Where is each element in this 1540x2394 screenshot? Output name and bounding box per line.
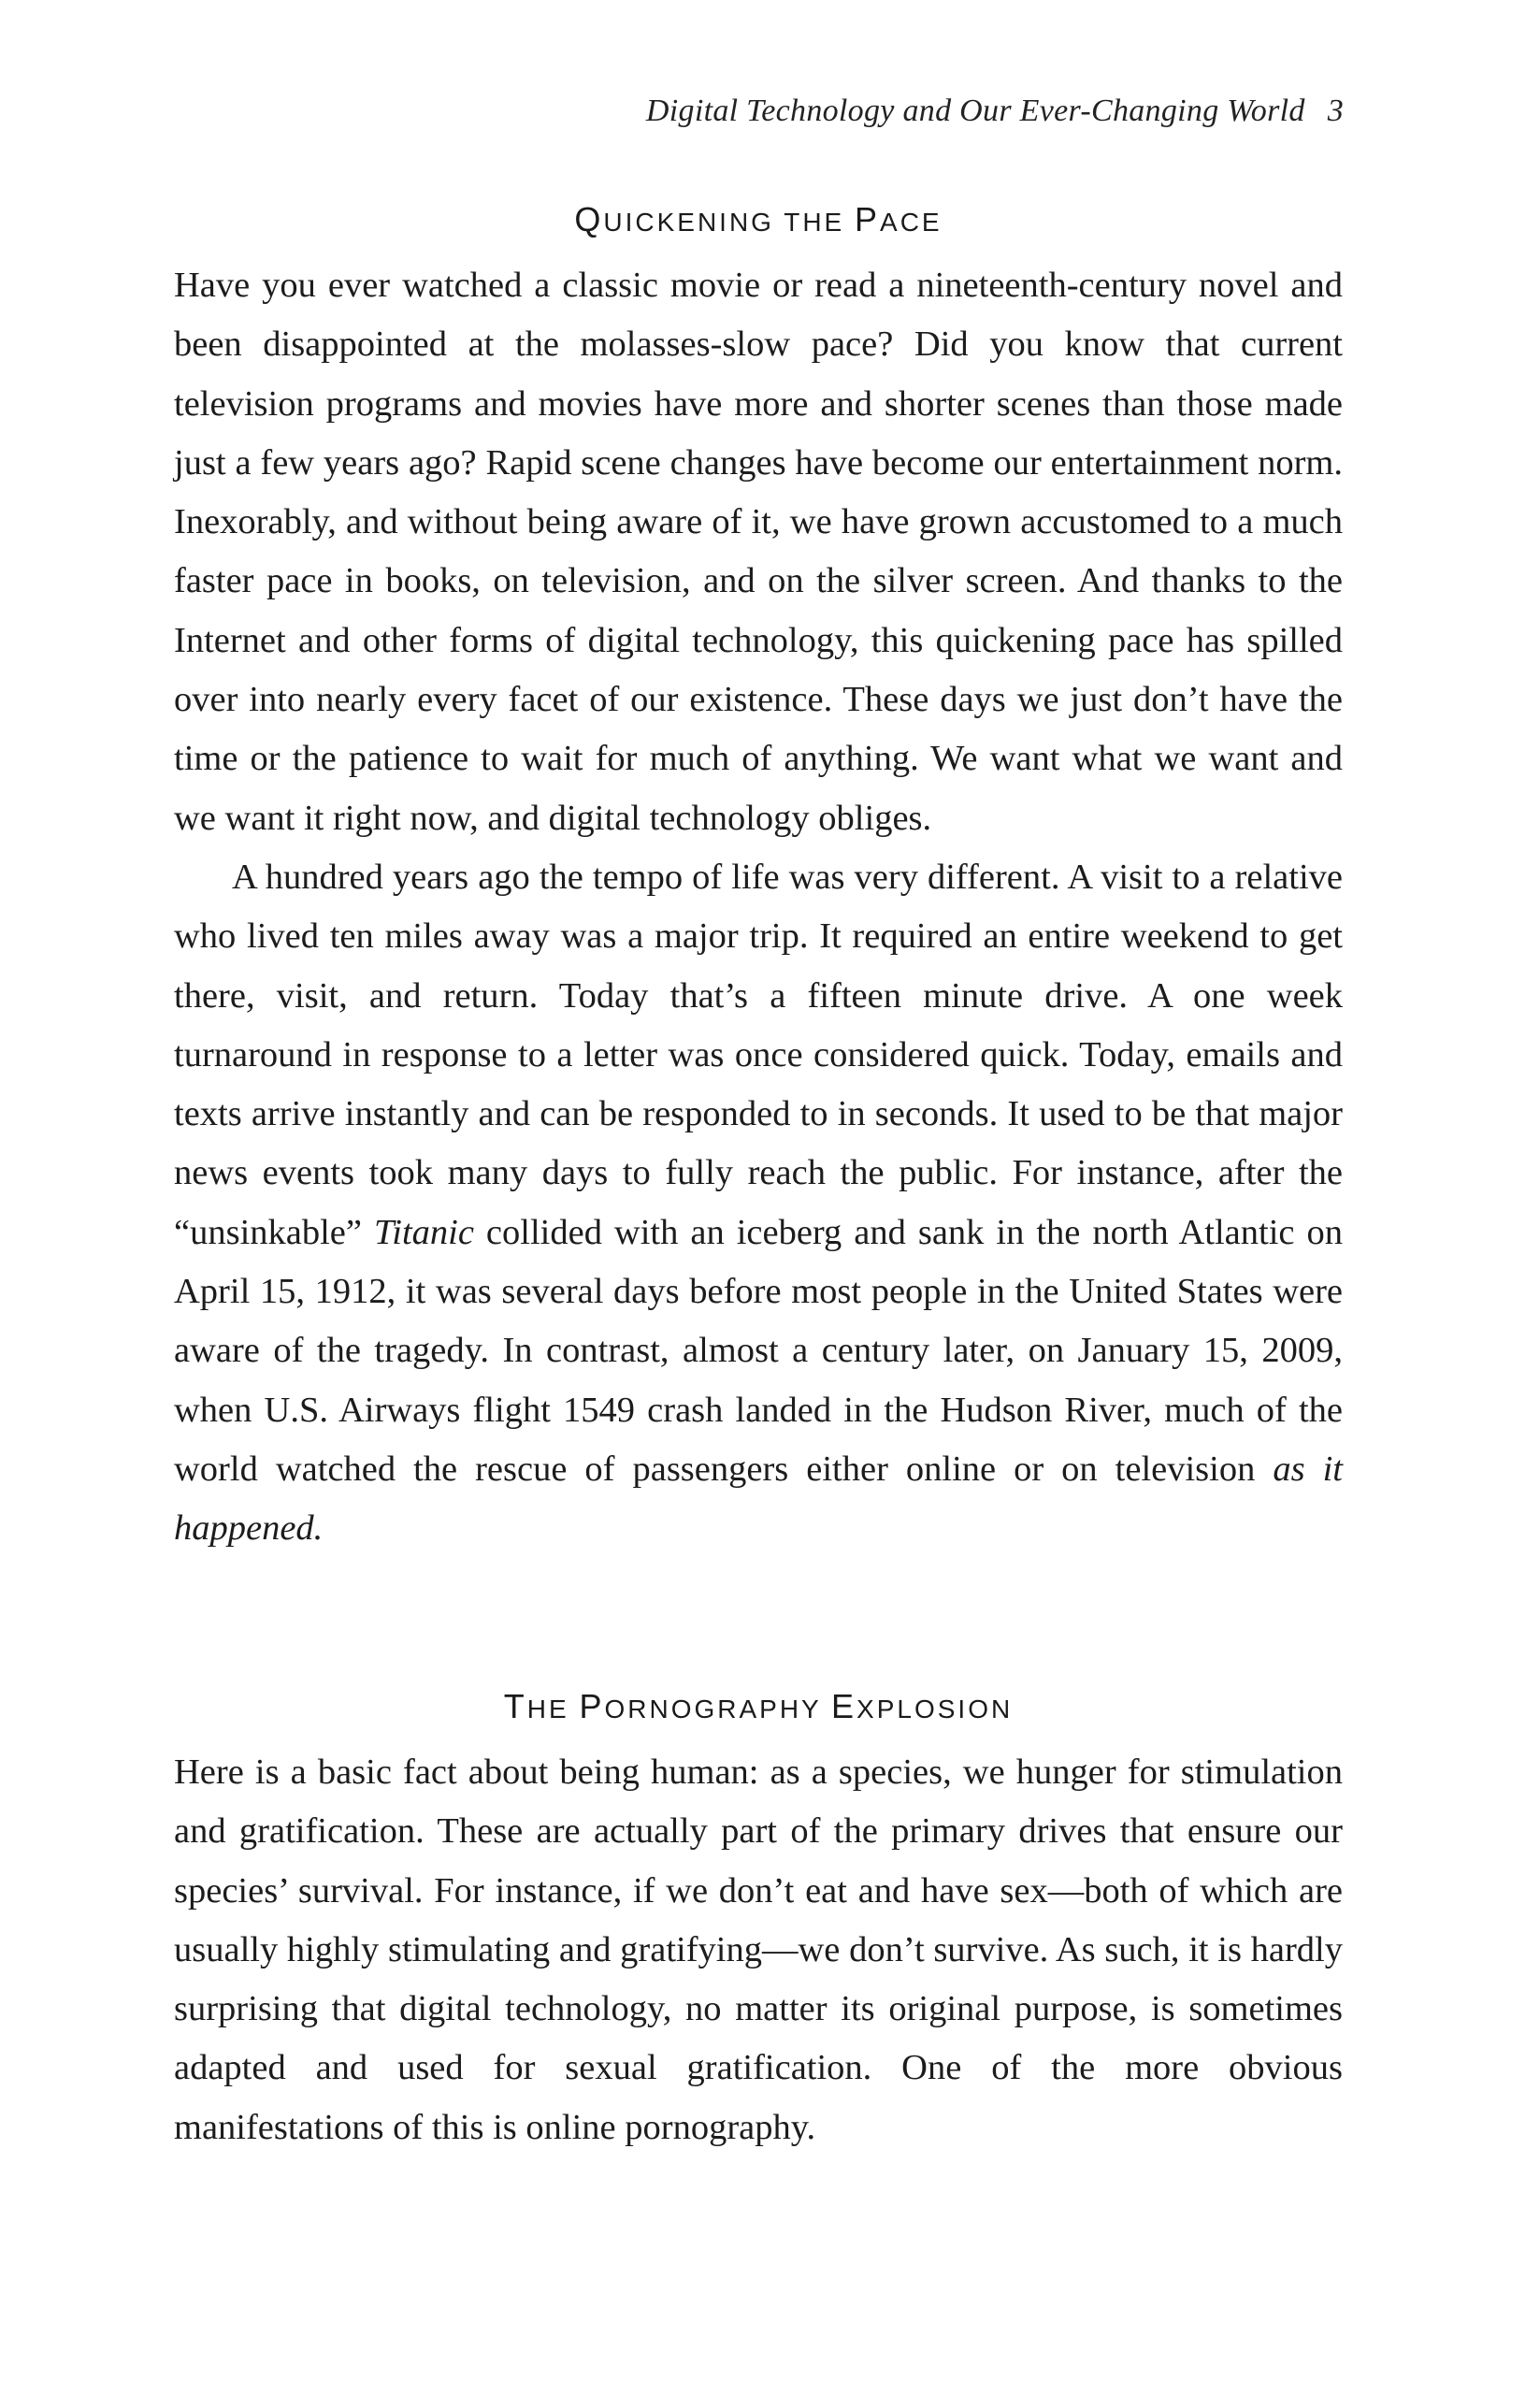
section-quickening-the-pace [174,192,1343,1559]
section-heading: QUICKENING THE PACE [574,200,943,238]
paragraph: Have you ever watched a classic movie or read a nineteenth-century novel and been disappointed at the molasses-slow pace? Did you know that current television programs and movies have more and shorter scenes than those made just a few years ago? Rapid scene changes have become our entertainment norm. Inexorably, and without being aware of it, we have grown accustomed to a much faster pace in books, on television, and on the silver screen. And thanks to the Internet and other forms of digital technology, this quickening pace has spilled over into nearly every facet of our existence. These days we just don’t have the time or the patience to wait for much of anything. We want what we want and we want it right now, and digital technology obliges. [174,266,1343,838]
paragraph: A hundred years ago the tempo of life was very different. A visit to a relative who lived ten miles away was a major trip. It required an entire weekend to get there, visit, and return. Today that’s a fifteen minute drive. A one week turnaround in response to a letter was once considered quick. Today, emails and texts arrive instantly and can be responded to in seconds. It used to be that major news events took many days to fully reach the public. For instance, after the “unsinkable” Titanic collided with an iceberg and sank in the north Atlantic on April 15, 1912, it was several days before most people in the United States were aware of the tragedy. In contrast, almost a century later, on January 15, 2009, when U.S. Airways flight 1549 crash landed in the Hudson River, much of the world watched the rescue of passengers either online or on television as it happened. [174,857,1343,1549]
section-heading: THE PORNOGRAPHY EXPLOSION [503,1687,1014,1725]
running-head [646,94,1344,129]
paragraph: Here is a basic fact about being human: as a species, we hunger for stimulation and gratification. These are actually part of the primary drives that ensure our species’ survival. For instance, if we don’t eat and have sex—both of which are usually highly stimulating and gratifying—we don’t survive. As such, it is hardly surprising that digital technology, no matter its original purpose, is sometimes adapted and used for sexual gratification. One of the more obvious manifestations of this is online pornography. [174,1752,1343,2147]
running-head-title: Digital Technology and Our Ever-Changing World [645,94,1305,128]
section-pornography-explosion [174,1679,1343,2157]
page-number: 3 [1327,94,1344,128]
